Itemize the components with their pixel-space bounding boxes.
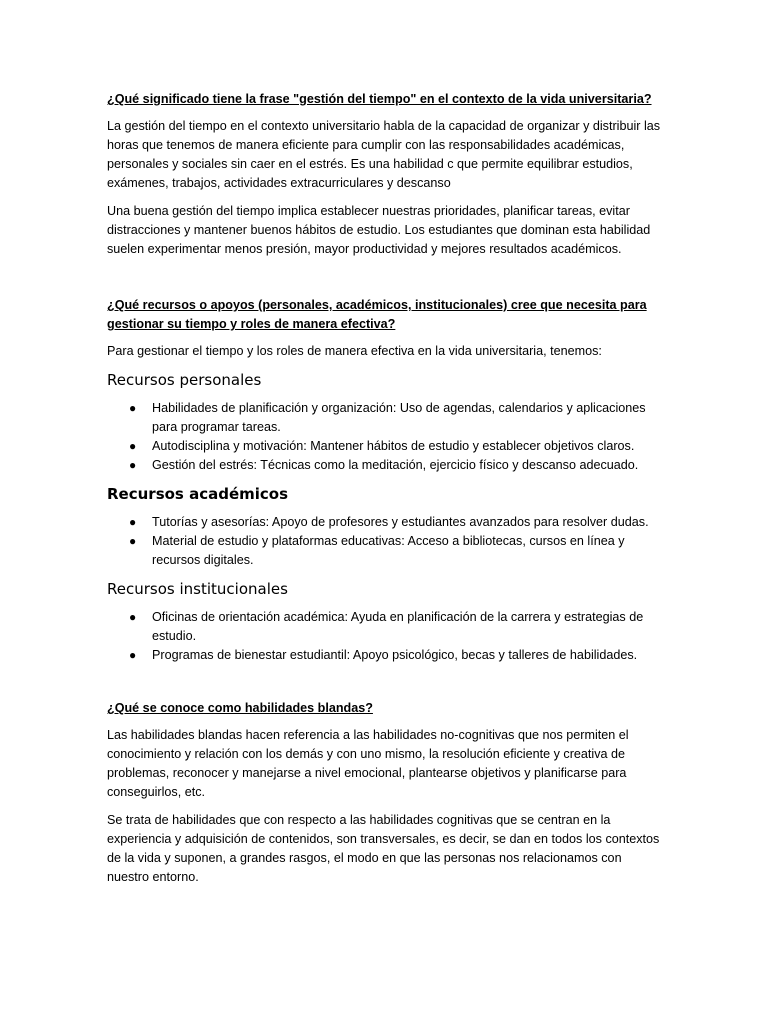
question-resources: ¿Qué recursos o apoyos (personales, académicos, institucionales) cree que necesita para gestionar su tiempo y roles de manera efectiva? <box>107 298 647 331</box>
bullet-icon: ● <box>129 401 137 415</box>
list-item-text: Programas de bienestar estudiantil: Apoyo psicológico, becas y talleres de habilidades. <box>152 648 638 662</box>
list-personal-resources <box>107 399 667 475</box>
bullet-icon: ● <box>129 648 137 662</box>
paragraph-soft-skills-definition: Las habilidades blandas hacen referencia a las habilidades no-cognitivas que nos permiten el conocimiento y relación con los demás y con uno mismo, la resolución eficiente y creativa de problemas, reconocer y manejarse a nivel emocional, plantearse objetivos y planificarse para conseguirlos, etc. <box>107 728 629 799</box>
bullet-icon: ● <box>129 610 137 624</box>
list-item-text: Autodisciplina y motivación: Mantener hábitos de estudio y establecer objetivos claros. <box>152 439 635 453</box>
list-item <box>107 513 667 532</box>
list-item <box>107 646 667 665</box>
paragraph-soft-skills-transversal: Se trata de habilidades que con respecto a las habilidades cognitivas que se centran en la experiencia y adquisición de contenidos, son transversales, es decir, se dan en todos los contextos de la vida y suponen, a grandes rasgos, el modo en que las personas nos relacionamos con nuestro entorno. <box>107 813 660 884</box>
spacer <box>107 674 667 699</box>
list-item <box>107 608 667 646</box>
heading-institutional-resources: Recursos institucionales <box>107 580 288 598</box>
bullet-icon: ● <box>129 439 137 453</box>
paragraph-time-management-benefits: Una buena gestión del tiempo implica establecer nuestras prioridades, planificar tareas, evitar distracciones y mantener buenos hábitos de estudio. Los estudiantes que dominan esta habilidad suelen experimentar menos presión, mayor productividad y mejores resultados académicos. <box>107 204 651 256</box>
bullet-icon: ● <box>129 515 137 529</box>
list-item <box>107 532 667 570</box>
list-academic-resources <box>107 513 667 570</box>
question-soft-skills: ¿Qué se conoce como habilidades blandas? <box>107 701 373 715</box>
list-item <box>107 437 667 456</box>
bullet-icon: ● <box>129 458 137 472</box>
heading-personal-resources: Recursos personales <box>107 371 262 389</box>
question-time-management: ¿Qué significado tiene la frase "gestión del tiempo" en el contexto de la vida universitaria? <box>107 92 652 106</box>
list-item-text: Gestión del estrés: Técnicas como la meditación, ejercicio físico y descanso adecuado. <box>152 458 639 472</box>
paragraph-resources-intro: Para gestionar el tiempo y los roles de manera efectiva en la vida universitaria, tenemos: <box>107 344 602 358</box>
list-item-text: Material de estudio y plataformas educativas: Acceso a bibliotecas, cursos en línea y recursos digitales. <box>152 534 625 567</box>
heading-academic-resources: Recursos académicos <box>107 485 289 503</box>
spacer <box>107 268 667 296</box>
list-item-text: Tutorías y asesorías: Apoyo de profesores y estudiantes avanzados para resolver dudas. <box>152 515 649 529</box>
list-institutional-resources <box>107 608 667 665</box>
list-item-text: Habilidades de planificación y organización: Uso de agendas, calendarios y aplicaciones para programar tareas. <box>152 401 646 434</box>
list-item-text: Oficinas de orientación académica: Ayuda en planificación de la carrera y estrategias de estudio. <box>152 610 644 643</box>
list-item <box>107 399 667 437</box>
bullet-icon: ● <box>129 534 137 548</box>
list-item <box>107 456 667 475</box>
document-body <box>107 90 667 896</box>
paragraph-time-management-definition: La gestión del tiempo en el contexto universitario habla de la capacidad de organizar y distribuir las horas que tenemos de manera eficiente para cumplir con las responsabilidades académicas, personales y sociales sin caer en el estrés. Es una habilidad c que permite equilibrar estudios, exámenes, trabajos, actividades extracurriculares y descanso <box>107 119 661 190</box>
